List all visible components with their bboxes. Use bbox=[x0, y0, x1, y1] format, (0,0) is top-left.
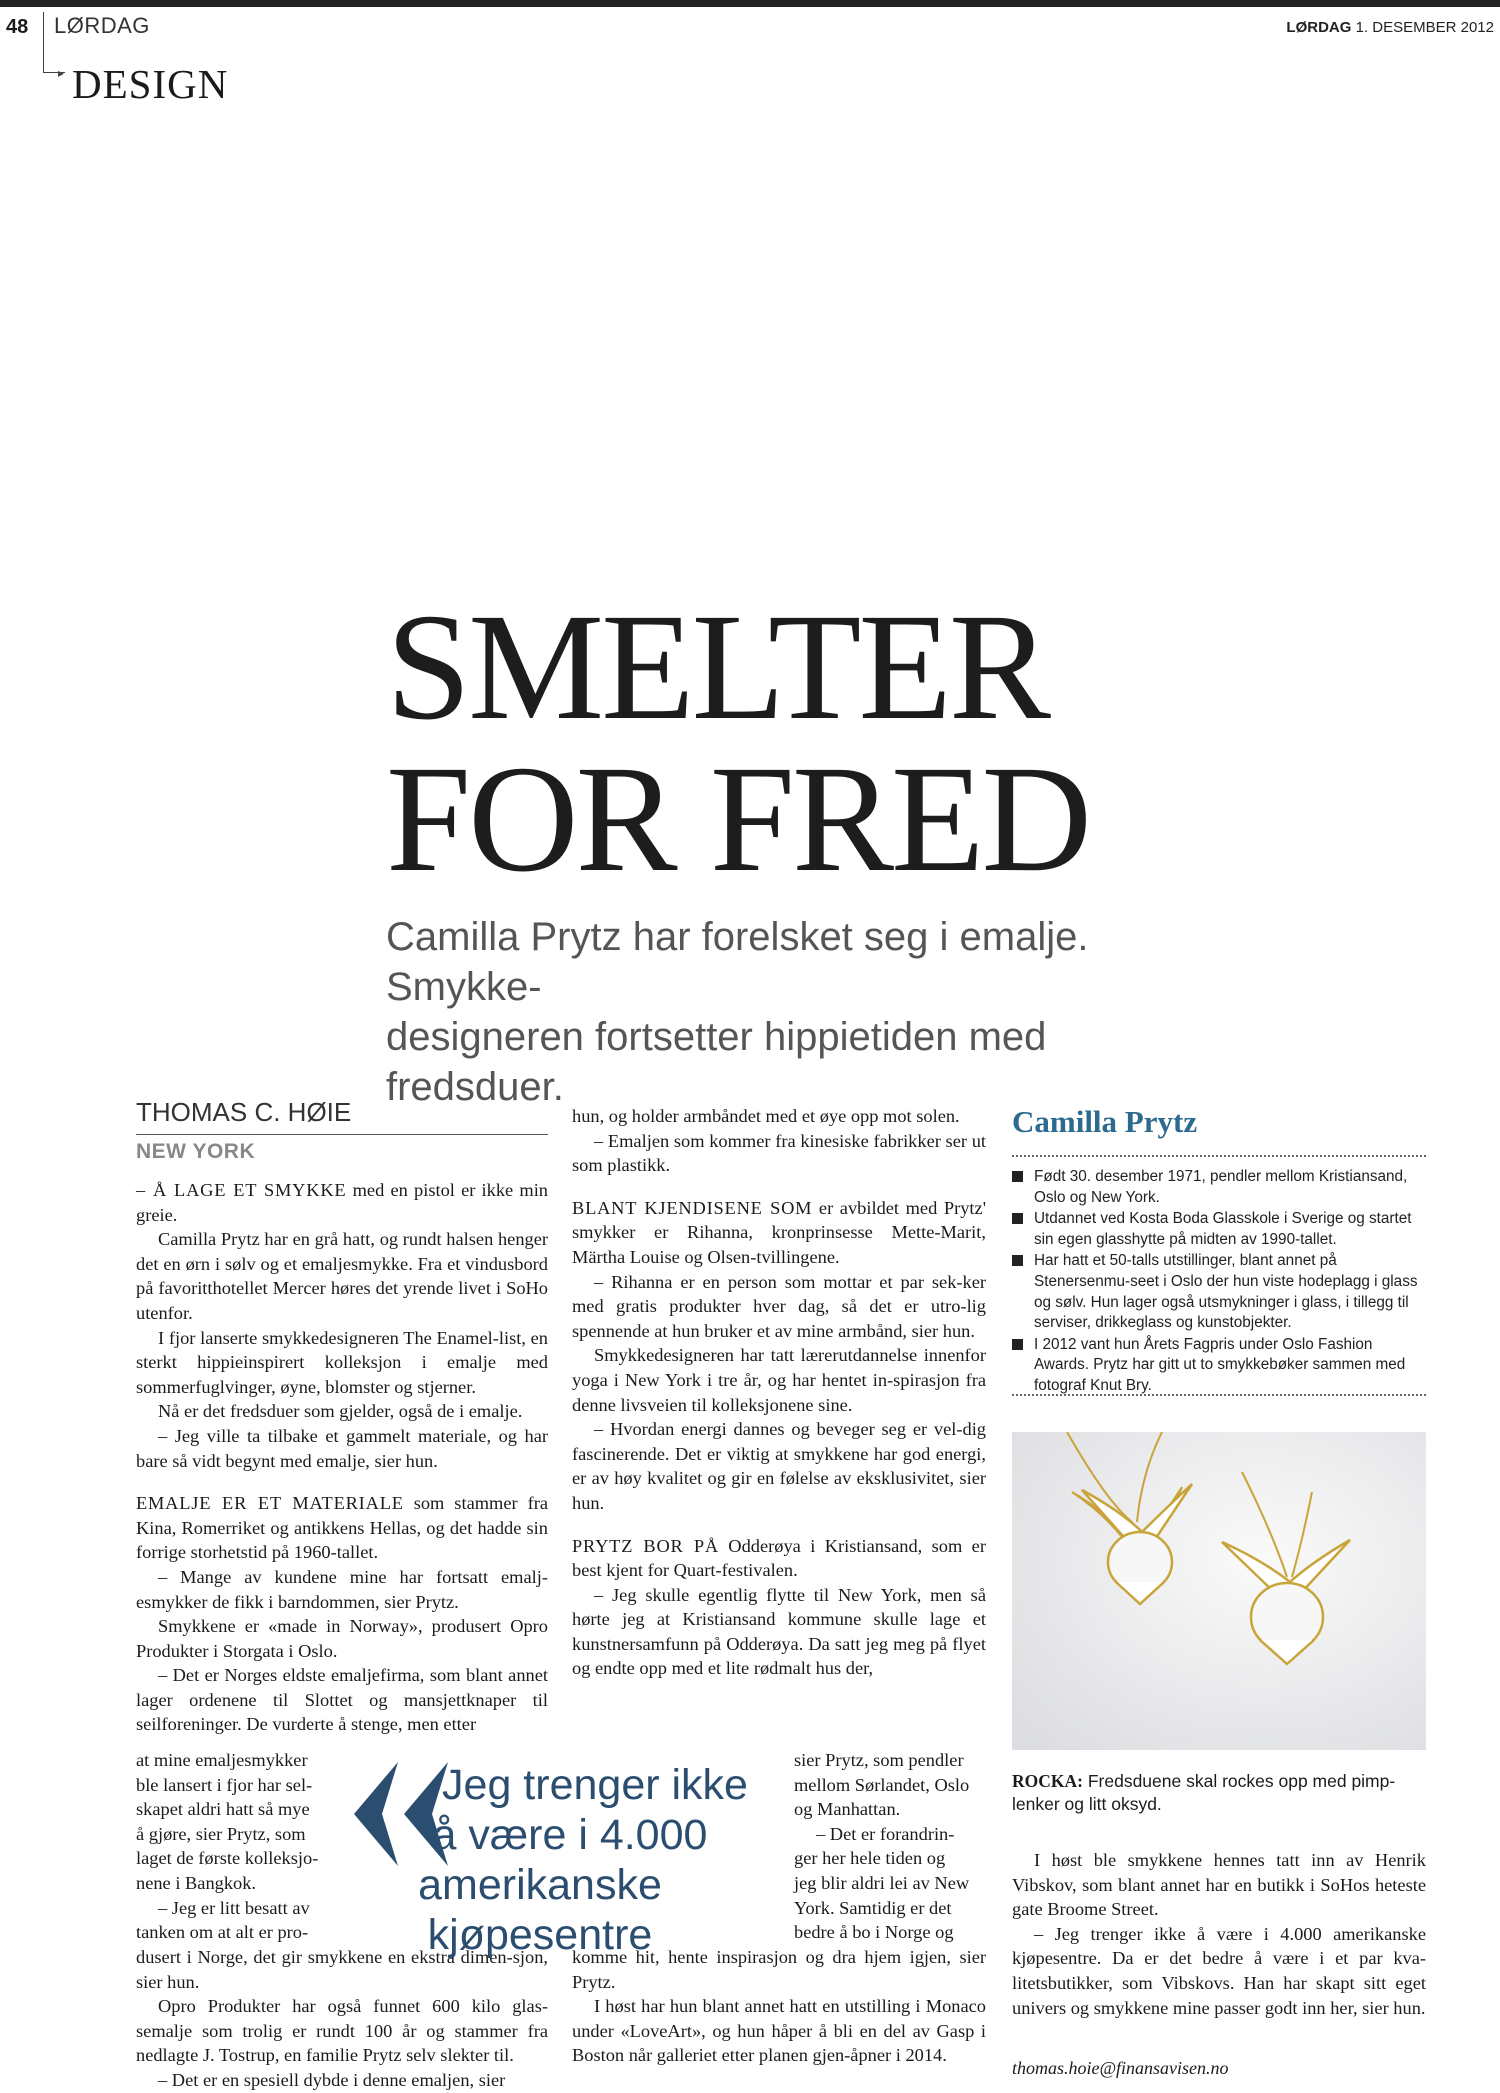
paragraph: Smykkene er «made in Norway», produsert Opro Produkter i Storgata i Oslo. bbox=[136, 1616, 548, 1661]
photo-caption bbox=[1012, 1770, 1426, 1816]
text-line: skapet aldri hatt så mye bbox=[136, 1799, 310, 1820]
header-divider bbox=[43, 12, 44, 72]
lede bbox=[386, 912, 1186, 1112]
factbox-item: Født 30. desember 1971, pendler mellom Kristiansand, Oslo og New York. bbox=[1012, 1167, 1426, 1208]
text-line: – Det er forandrin- bbox=[816, 1823, 955, 1844]
paragraph: – Jeg ville ta tilbake et gammelt materiale, og har bare så vidt begynt med emalje, sier hun. bbox=[136, 1425, 548, 1471]
paragraph: – Mange av kundene mine har fortsatt emalj-esmykker de fikk i barndommen, sier Prytz. bbox=[136, 1566, 548, 1612]
paragraph: – Hvordan energi dannes og beveger seg er vel-dig fascinerende. Det er viktig at smykkene har god energi, er av høy kvalitet og gir en følelse av eksklusivitet, sier hun. bbox=[572, 1419, 986, 1513]
paragraph-text: Odderøya i Kristiansand, som er best kjent for Quart-festivalen. bbox=[572, 1535, 986, 1581]
text-line: og Manhattan. bbox=[794, 1799, 901, 1820]
photo-dove-earrings bbox=[1012, 1432, 1426, 1750]
article-column-2-end bbox=[572, 1945, 986, 2068]
factbox-title: Camilla Prytz bbox=[1012, 1104, 1198, 1139]
date-day: LØRDAG bbox=[1286, 19, 1352, 36]
top-rule bbox=[0, 0, 1500, 7]
caption-text: Fredsduene skal rockes opp med pimp-lenker og litt oksyd. bbox=[1012, 1771, 1396, 1814]
text-line: bedre å bo i Norge og bbox=[794, 1922, 954, 1943]
headline-line-2: FOR FRED bbox=[386, 735, 1089, 904]
article-column-2-wrap bbox=[794, 1748, 986, 1945]
factbox-item: Utdannet ved Kosta Boda Glasskole i Sverige og startet sin egen glasshytte på midten av 1990-tallet. bbox=[1012, 1209, 1426, 1250]
paragraph: – Det er en spesiell dybde i denne emaljen, sier bbox=[158, 2069, 506, 2090]
paragraph: hun, og holder armbåndet med et øye opp mot solen. bbox=[572, 1106, 960, 1126]
paragraph: – Det er Norges eldste emaljefirma, som blant annet lager ordenene til Slottet og mansjettknaper til seilforeninger. De vurderte å stenge, men etter bbox=[136, 1665, 548, 1735]
pull-quote bbox=[330, 1760, 770, 1960]
paragraph bbox=[136, 1178, 548, 1227]
run-in-caps: EMALJE ER ET MATERIALE bbox=[136, 1493, 404, 1514]
run-in-caps: PRYTZ BOR PÅ bbox=[572, 1535, 719, 1556]
lede-line-2: designeren fortsetter hippietiden med fredsduer. bbox=[386, 1015, 1047, 1109]
caption-label: ROCKA: bbox=[1012, 1771, 1083, 1791]
text-line: ger her hele tiden og bbox=[794, 1848, 946, 1869]
text-line: mellom Sørlandet, Oslo bbox=[794, 1774, 970, 1795]
date-rest: 1. DESEMBER 2012 bbox=[1351, 19, 1494, 36]
factbox-item: Har hatt et 50-talls utstillinger, blant annet på Stenersenmu-seet i Oslo der hun viste hodeplagg i glass og sølv. Hun lager også utsmykninger i glass, i tillegg til serviser, drikkeglass og kunstobjekter. bbox=[1012, 1251, 1426, 1333]
headline bbox=[386, 583, 1089, 904]
factbox-rule-bottom bbox=[1012, 1394, 1426, 1396]
paragraph bbox=[136, 1491, 548, 1565]
dove-earrings-illustration bbox=[1012, 1432, 1426, 1750]
article-column-3 bbox=[1012, 1848, 1426, 2020]
paragraph: – Emaljen som kommer fra kinesiske fabrikker ser ut som plastikk. bbox=[572, 1130, 986, 1176]
paragraph-text: som stammer fra Kina, Romerriket og antikkens Hellas, og det hadde sin forrige storhetstid på 1960-tallet. bbox=[136, 1493, 548, 1563]
paragraph: Opro Produkter har også funnet 600 kilo glas-semalje som trolig er rundt 100 år og stammer fra nedlagte J. Tostrup, en familie Prytz selv slekter til. bbox=[136, 1996, 548, 2066]
run-in-caps: – Å LAGE ET SMYKKE bbox=[136, 1180, 347, 1200]
article-column-1 bbox=[136, 1178, 548, 1737]
pull-quote-line: å være i 4.000 bbox=[432, 1811, 708, 1859]
paragraph: I fjor lanserte smykkedesigneren The Enamel-list, en sterkt hippieinspirert kolleksjon i emalje med sommerfuglvinger, øyne, blomster og stjerner. bbox=[136, 1327, 548, 1397]
pull-quote-line: amerikanske kjøpesentre bbox=[418, 1861, 662, 1959]
run-in-caps: BLANT KJENDISENE SOM bbox=[572, 1197, 813, 1218]
author-email: thomas.hoie@finansavisen.no bbox=[1012, 2058, 1229, 2078]
factbox-list bbox=[1012, 1167, 1426, 1398]
section-title: DESIGN bbox=[72, 61, 229, 107]
paragraph: komme hit, hente inspirasjon og dra hjem igjen, sier Prytz. bbox=[572, 1947, 986, 1992]
paragraph-text: er avbildet med Prytz' smykker er Rihanna, kronprinsesse Mette-Marit, Märtha Louise og Olsen-tvillingene. bbox=[572, 1197, 987, 1267]
byline-author: THOMAS C. HØIE bbox=[136, 1097, 352, 1127]
article-column-2 bbox=[572, 1104, 986, 1681]
article-column-1-wrap bbox=[136, 1748, 336, 1945]
paragraph: – Jeg skulle egentlig flytte til New York, men så hørte jeg at Kristiansand kommune skulle lage et kunstnersamfunn på Odderøya. Da satt jeg meg på flyet og endte opp med et lite rødmalt hus der, bbox=[572, 1584, 986, 1679]
text-line: å gjøre, sier Prytz, som bbox=[136, 1823, 306, 1844]
text-line: nene i Bangkok. bbox=[136, 1872, 257, 1893]
text-line: – Jeg er litt besatt av bbox=[158, 1897, 310, 1918]
paragraph bbox=[572, 1534, 986, 1583]
paragraph: Camilla Prytz har en grå hatt, og rundt halsen henger det en ørn i sølv og et emaljesmykke. Fra et vindusbord på favoritthotellet Mercer høres det yrende livet i SoHo utenfor. bbox=[136, 1229, 548, 1323]
page-number: 48 bbox=[6, 16, 29, 38]
dateline-place: NEW YORK bbox=[136, 1140, 256, 1163]
text-line: jeg blir aldri lei av New bbox=[794, 1872, 970, 1893]
paragraph: dusert i Norge, det gir smykkene en ekstra dimen-sjon, sier hun. bbox=[136, 1947, 548, 1992]
paragraph: I høst ble smykkene hennes tatt inn av Henrik Vibskov, som blant annet har en butikk i SoHos heteste gate Broome Street. bbox=[1012, 1850, 1426, 1920]
text-line: tanken om at alt er pro- bbox=[136, 1922, 309, 1943]
lede-line-1: Camilla Prytz har forelsket seg i emalje. Smykke- bbox=[386, 915, 1089, 1009]
factbox-item: I 2012 vant hun Årets Fagpris under Oslo Fashion Awards. Prytz har gitt ut to smykkebøker sammen med fotograf Knut Bry. bbox=[1012, 1335, 1426, 1397]
paragraph bbox=[572, 1196, 986, 1270]
text-line: York. Samtidig er det bbox=[794, 1897, 952, 1918]
paragraph: Smykkedesigneren har tatt lærerutdannelse innenfor yoga i New York i tre år, og har hentet in-spirasjon fra denne livsveien til kolleksjonene sine. bbox=[572, 1345, 986, 1415]
paragraph: Nå er det fredsduer som gjelder, også de i emalje. bbox=[158, 1401, 523, 1422]
paragraph: – Jeg trenger ikke å være i 4.000 amerikanske kjøpesentre. Da er det bedre å være i et par kva-litetsbutikker, som Vibskovs. Han har skapt sitt eget univers og smykkene mine passer godt inn her, sier hun. bbox=[1012, 1923, 1426, 2018]
text-line: at mine emaljesmykker bbox=[136, 1750, 308, 1770]
header-date bbox=[1286, 19, 1494, 36]
pull-quote-line: Jeg trenger ikke bbox=[442, 1761, 748, 1809]
paragraph: I høst har hun blant annet hatt en utstilling i Monaco under «LoveArt», og hun håper å bli en del av Gasp i Boston når galleriet etter planen gjen-åpner i 2014. bbox=[572, 1996, 986, 2066]
text-line: laget de første kolleksjo- bbox=[136, 1848, 319, 1869]
text-line: sier Prytz, som pendler bbox=[794, 1750, 964, 1770]
factbox-rule-top bbox=[1012, 1155, 1426, 1157]
article-column-1-end bbox=[136, 1945, 548, 2093]
paragraph-text: med en pistol er ikke min greie. bbox=[136, 1180, 548, 1225]
headline-line-1: SMELTER bbox=[386, 583, 1048, 752]
arrowhead-icon: ▸ bbox=[58, 66, 65, 80]
text-line: ble lansert i fjor har sel- bbox=[136, 1774, 313, 1795]
section-label: LØRDAG bbox=[54, 13, 150, 38]
byline-rule bbox=[136, 1134, 548, 1135]
paragraph: – Rihanna er en person som mottar et par sek-ker med gratis produkter hver dag, så det er utro-lig spennende at hun bruker et av mine armbånd, sier hun. bbox=[572, 1271, 986, 1341]
